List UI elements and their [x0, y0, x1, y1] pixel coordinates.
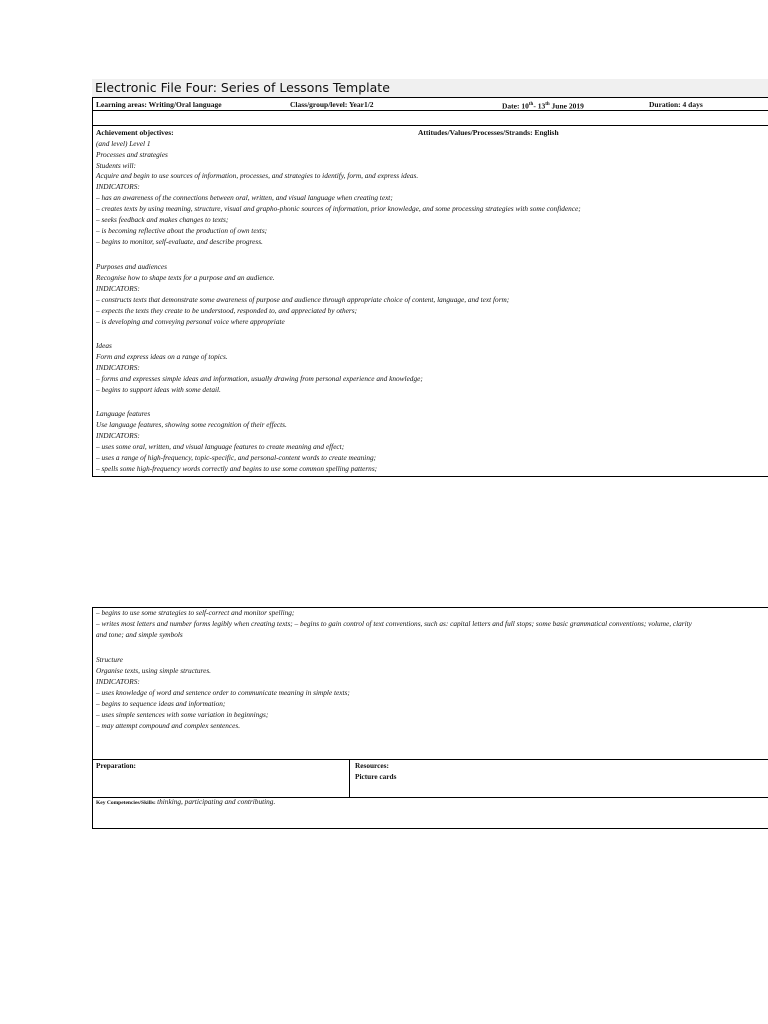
objective-line: – begins to monitor, self-evaluate, and describe progress. — [96, 237, 263, 246]
class-level: Class/group/level: Year1/2 — [290, 100, 374, 109]
continuation-line: – begins to sequence ideas and information; — [96, 699, 226, 708]
objective-line: Students will: — [96, 161, 136, 170]
learning-areas: Learning areas: Writing/Oral language — [96, 100, 222, 109]
strands-heading: Attitudes/Values/Processes/Strands: English — [418, 128, 559, 137]
objective-line: Use language features, showing some recognition of their effects. — [96, 420, 287, 429]
header-divider — [92, 110, 768, 111]
resources-divider — [349, 759, 350, 797]
preparation-divider — [92, 759, 768, 760]
resources-value: Picture cards — [355, 772, 397, 781]
objective-line: Language features — [96, 409, 151, 418]
continuation-line: Structure — [96, 655, 123, 664]
objective-line: – forms and expresses simple ideas and information, usually drawing from personal experience and knowledge; — [96, 374, 423, 383]
objective-line: Purposes and audiences — [96, 262, 167, 271]
achievement-objectives-heading: Achievement objectives: — [96, 128, 174, 137]
objective-line: INDICATORS: — [96, 182, 140, 191]
objective-line: – uses a range of high-frequency, topic-specific, and personal-content words to create meaning; — [96, 453, 377, 462]
objective-line: INDICATORS: — [96, 284, 140, 293]
continuation-line: – uses knowledge of word and sentence order to communicate meaning in simple texts; — [96, 688, 350, 697]
key-competencies-value: thinking, participating and contributing. — [157, 797, 276, 806]
continuation-line: – begins to use some strategies to self-correct and monitor spelling; — [96, 608, 295, 617]
continuation-line: – writes most letters and number forms legibly when creating texts; – begins to gain control of text conventions, such as: capital letters and full stops; some basic grammatical conventions; volume, clarity — [96, 619, 692, 628]
key-competencies — [96, 797, 275, 808]
objective-line: – seeks feedback and makes changes to texts; — [96, 215, 229, 224]
objective-line: (and level) Level 1 — [96, 139, 151, 148]
objective-line: Form and express ideas on a range of topics. — [96, 352, 228, 361]
page-title: Electronic File Four: Series of Lessons Template — [92, 79, 768, 98]
objective-line: – has an awareness of the connections between oral, written, and visual language when creating text; — [96, 193, 393, 202]
objective-line: Recognise how to shape texts for a purpose and an audience. — [96, 273, 275, 282]
lesson-date: Date: 10th- 13th June 2019 — [502, 101, 584, 111]
preparation-label: Preparation: — [96, 761, 136, 770]
objective-line: – creates texts by using meaning, structure, visual and grapho-phonic sources of information, prior knowledge, and some processing strategies with some confidence; — [96, 204, 581, 213]
duration: Duration: 4 days — [649, 100, 703, 109]
key-competencies-label: Key Competencies/Skills: — [96, 800, 158, 806]
resources-label: Resources: — [355, 761, 389, 770]
objective-line: – constructs texts that demonstrate some awareness of purpose and audience through appropriate choice of content, language, and text form; — [96, 295, 510, 304]
continuation-line: and tone; and simple symbols — [96, 630, 183, 639]
objective-line: INDICATORS: — [96, 363, 140, 372]
objective-line: – expects the texts they create to be understood, responded to, and appreciated by others; — [96, 306, 357, 315]
objective-line: – begins to support ideas with some detail. — [96, 385, 221, 394]
objective-line: INDICATORS: — [96, 431, 140, 440]
objective-line: – is developing and conveying personal voice where appropriate — [96, 317, 285, 326]
continuation-line: Organise texts, using simple structures. — [96, 666, 211, 675]
objective-line: – uses some oral, written, and visual language features to create meaning and effect; — [96, 442, 345, 451]
continuation-line: INDICATORS: — [96, 677, 140, 686]
continuation-line: – uses simple sentences with some variation in beginnings; — [96, 710, 269, 719]
objective-line: Ideas — [96, 341, 112, 350]
objective-line: – is becoming reflective about the production of own texts; — [96, 226, 268, 235]
objective-line: Acquire and begin to use sources of information, processes, and strategies to identify, form, and express ideas. — [96, 171, 419, 180]
objective-line: – spells some high-frequency words correctly and begins to use some common spelling patterns; — [96, 464, 378, 473]
objective-line: Processes and strategies — [96, 150, 168, 159]
objectives-divider — [92, 125, 768, 126]
continuation-line: – may attempt compound and complex sentences. — [96, 721, 241, 730]
